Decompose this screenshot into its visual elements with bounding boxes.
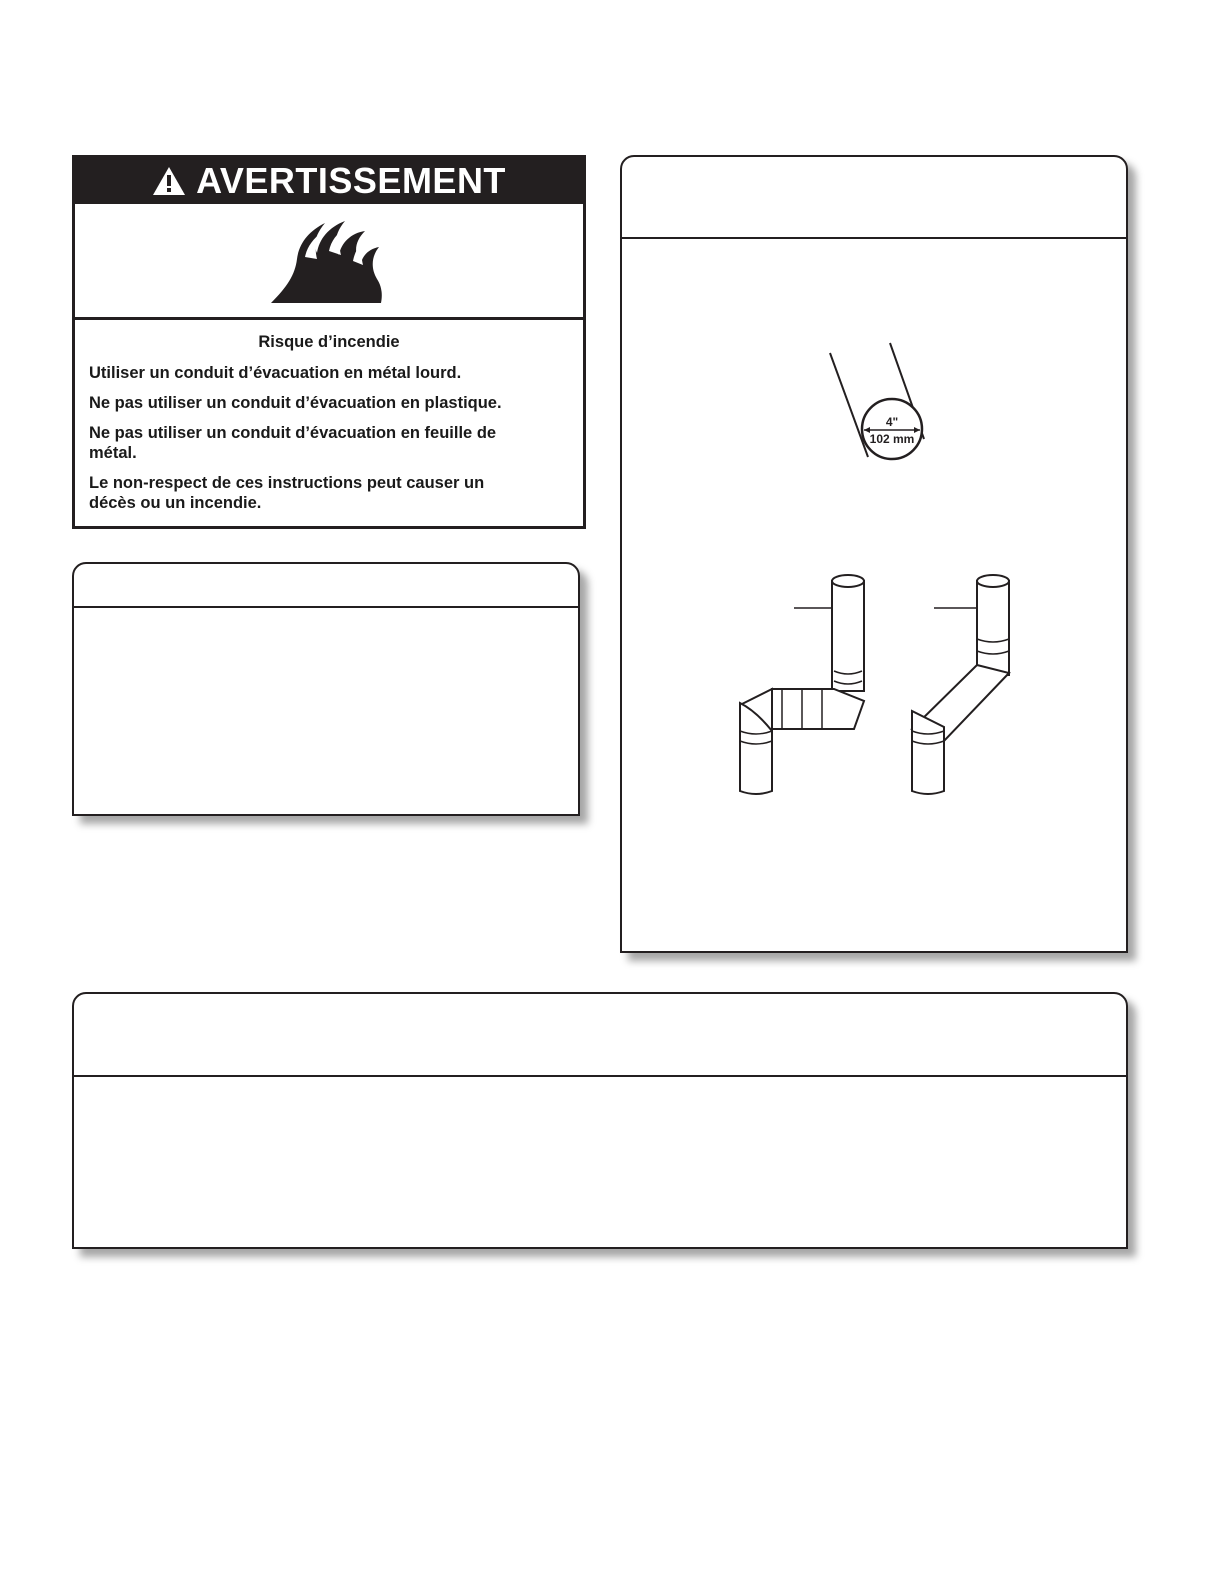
warning-triangle-icon <box>152 166 186 196</box>
info-panel-bottom <box>72 992 1128 1249</box>
warning-title: Risque d’incendie <box>258 333 400 351</box>
warning-header-text: AVERTISSEMENT <box>196 160 506 201</box>
diameter-inches: 4" <box>885 415 899 429</box>
panel-header <box>74 994 1126 1077</box>
fire-hazard-icon <box>269 217 389 305</box>
diameter-mm: 102 mm <box>869 432 915 446</box>
duct-diameter-diagram <box>830 343 924 459</box>
warning-line: Utiliser un conduit d’évacuation en métal lourd. <box>89 364 462 382</box>
warning-line: Le non-respect de ces instructions peut causer un décès ou un incendie. <box>89 474 485 512</box>
fire-icon-area <box>75 204 583 320</box>
elbow-duct-45 <box>912 575 1009 794</box>
info-panel-left <box>72 562 580 816</box>
panel-header <box>622 157 1126 239</box>
panel-header <box>74 564 578 608</box>
warning-header <box>75 158 583 204</box>
vent-diagram-panel <box>620 155 1128 953</box>
warning-box <box>72 155 586 529</box>
vent-diagram <box>622 241 1126 951</box>
warning-line: Ne pas utiliser un conduit d’évacuation en plastique. <box>89 394 502 412</box>
elbow-duct-90 <box>740 575 864 794</box>
warning-line: Ne pas utiliser un conduit d’évacuation en feuille de métal. <box>89 424 497 462</box>
warning-body <box>75 320 583 513</box>
